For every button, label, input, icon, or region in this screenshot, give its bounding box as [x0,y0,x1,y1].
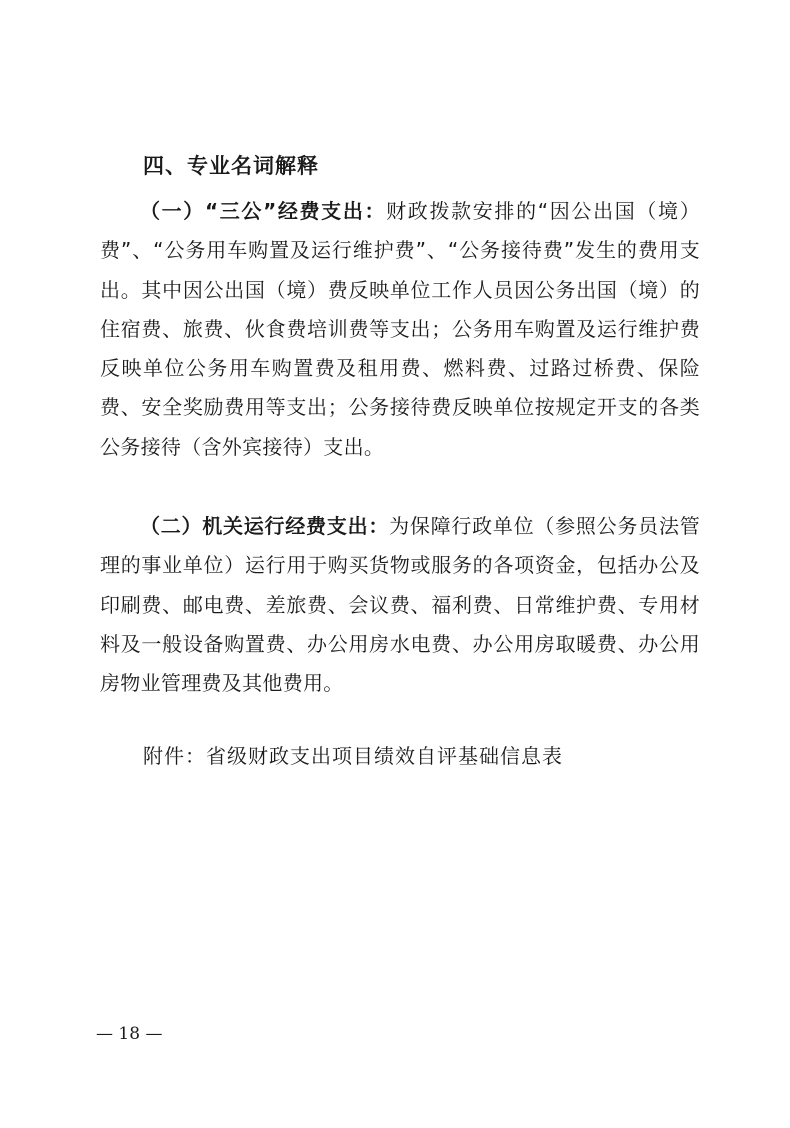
paragraph-three-public-expenses [100,192,700,467]
term-agency-operating-expenses: （二）机关运行经费支出： [140,514,390,538]
page-number: — 18 — [96,1024,163,1044]
paragraph-agency-operating-expenses [100,507,700,703]
definition-agency-operating-expenses: 为保障行政单位（参照公务员法管理的事业单位）运行用于购买货物或服务的各项资金，包括办公及印刷费、邮电费、差旅费、会议费、福利费、日常维护费、专用材料及一般设备购置费、办公用房水电费、办公用房取暖费、办公用房物业管理费及其他费用。 [100,514,700,696]
attachment-note: 附件：省级财政支出项目绩效自评基础信息表 [143,744,563,768]
definition-three-public-expenses: 财政拨款安排的“因公出国（境）费”、“公务用车购置及运行维护费”、“公务接待费”发生的费用支出。其中因公出国（境）费反映单位工作人员因公务出国（境）的住宿费、旅费、伙食费培训费等支出；公务用车购置及运行维护费反映单位公务用车购置费及租用费、燃料费、过路过桥费、保险费、安全奖励费用等支出；公务接待费反映单位按规定开支的各类公务接待（含外宾接待）支出。 [100,199,700,459]
section-heading: 四、专业名词解释 [143,154,319,178]
term-three-public-expenses: （一）“三公”经费支出： [140,199,387,223]
